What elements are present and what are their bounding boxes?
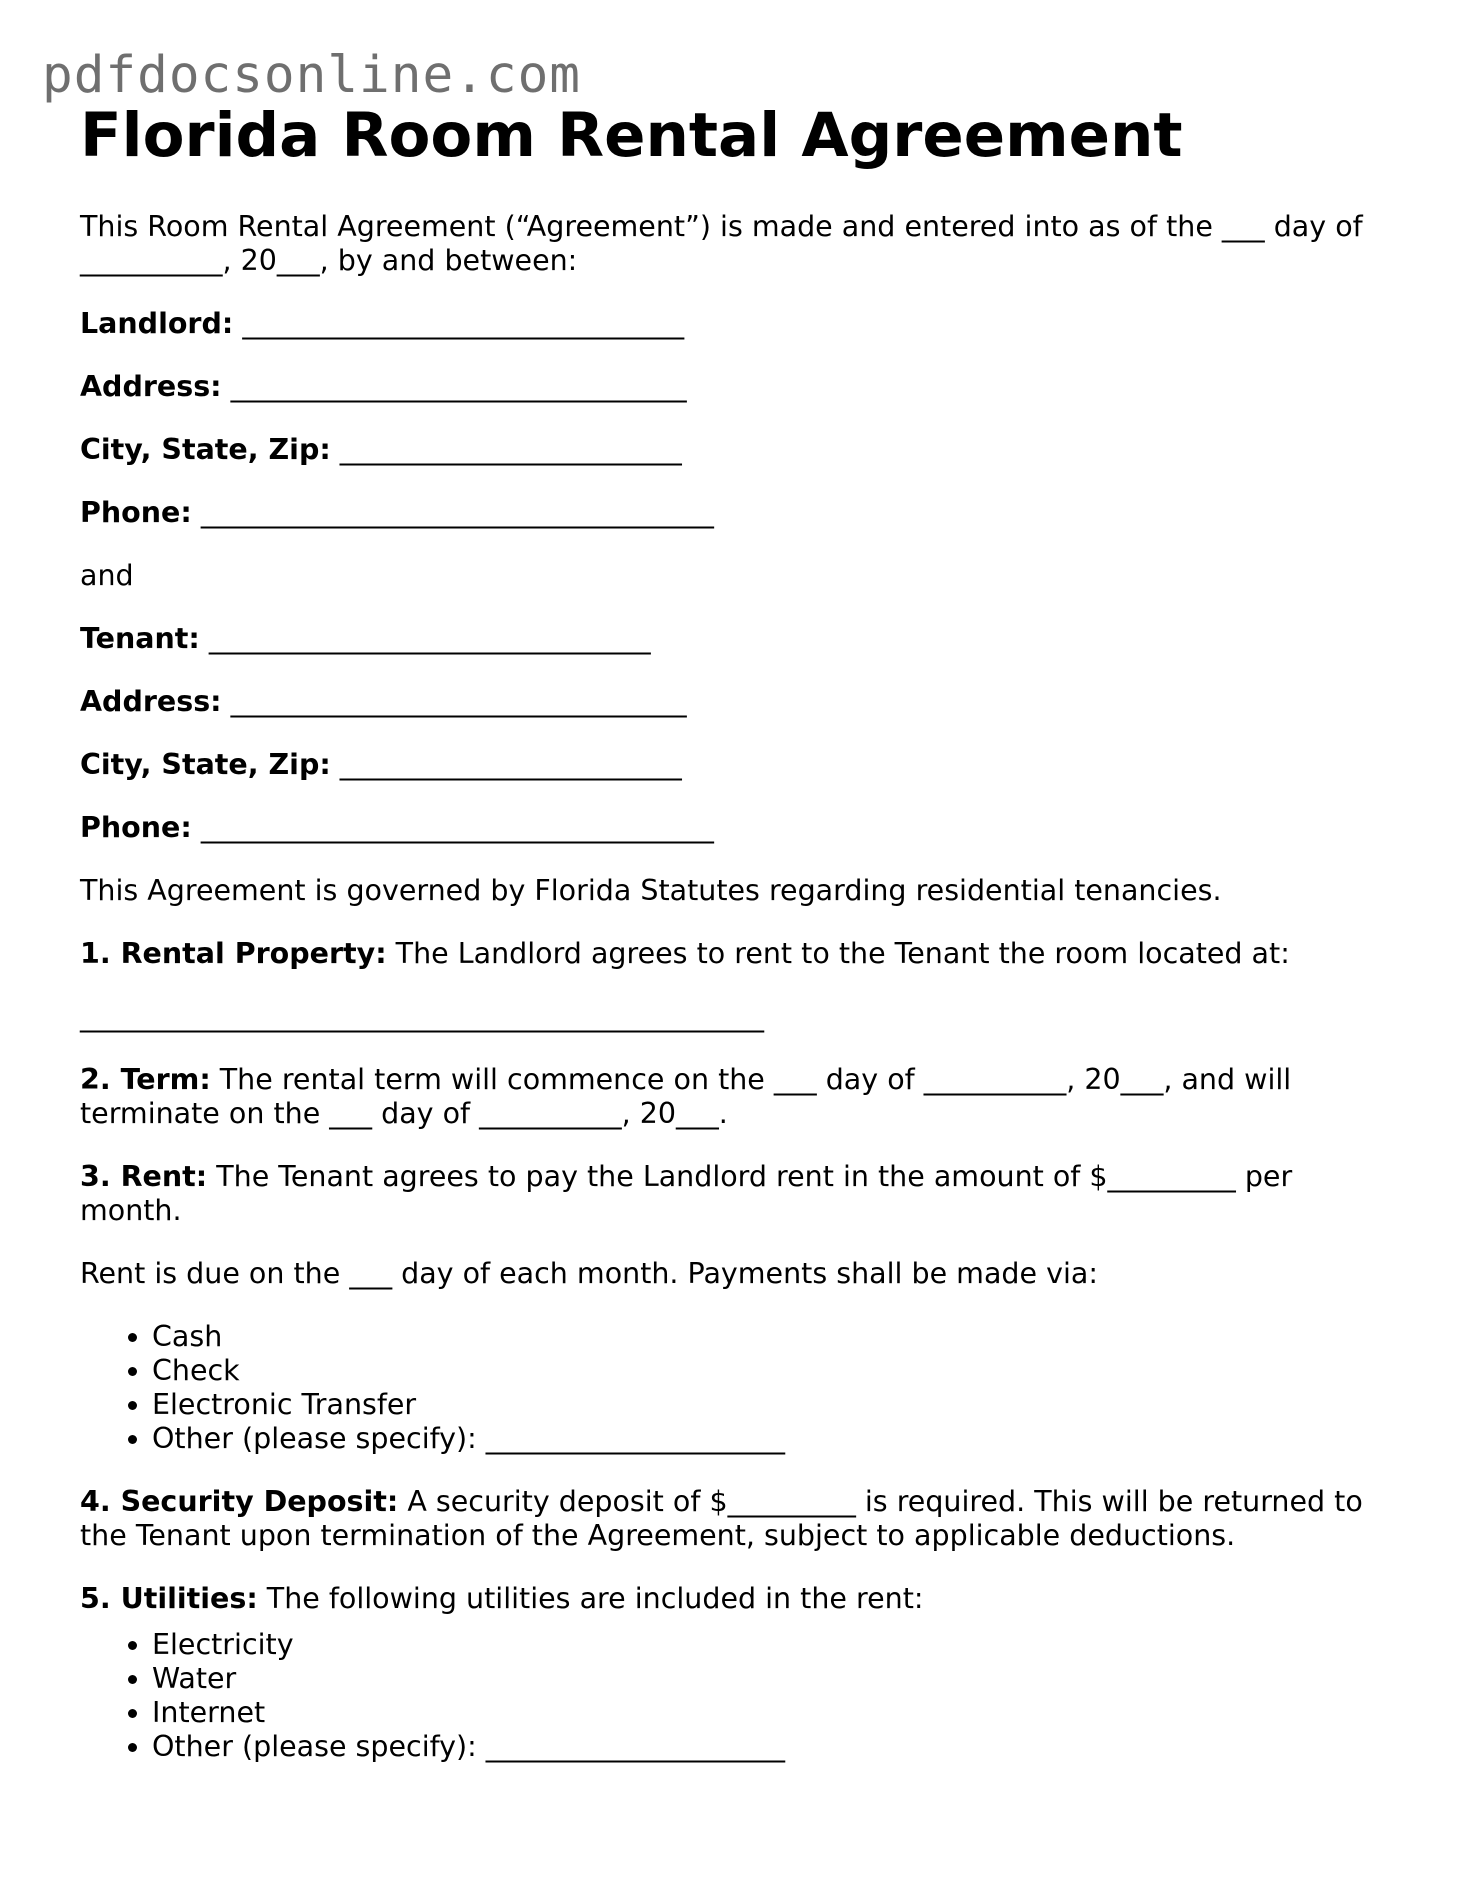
document-title: Florida Room Rental Agreement [80, 100, 1183, 171]
tenant-name-label: Tenant: [80, 622, 200, 655]
list-item: • Check [152, 1354, 1390, 1388]
tenant-phone-label: Phone: [80, 811, 192, 844]
list-item: • Other (please specify): _____________________ [152, 1422, 1390, 1456]
intro-line-2: __________, 20___, by and between: [80, 244, 578, 277]
utilities-list [80, 1628, 1390, 1764]
section-1-text: The Landlord agrees to rent to the Tenant the room located at: [386, 937, 1290, 970]
section-2-heading: 2. Term: [80, 1063, 211, 1096]
section-term [80, 1063, 1390, 1131]
section-5-text: The following utilities are included in the rent: [257, 1582, 924, 1615]
section-2-text: The rental term will commence on the ___ day of __________, 20___, and will terminate on the ___ day of __________, 20___. [80, 1063, 1292, 1130]
landlord-name-label: Landlord: [80, 307, 234, 340]
watermark: pdfdocsonline.com [42, 46, 581, 105]
property-address-blank: ________________________________________________ [80, 1000, 764, 1033]
list-item: • Internet [152, 1696, 1390, 1730]
tenant-name-blank: _______________________________ [199, 622, 651, 655]
section-rental-property [80, 937, 1390, 971]
landlord-address-field [80, 370, 1390, 404]
tenant-address-field [80, 685, 1390, 719]
section-5-heading: 5. Utilities: [80, 1582, 258, 1615]
intro-paragraph [80, 210, 1390, 278]
landlord-phone-label: Phone: [80, 496, 192, 529]
list-item: • Other (please specify): _____________________ [152, 1730, 1390, 1764]
landlord-address-label: Address: [80, 370, 222, 403]
landlord-city-field [80, 433, 1390, 467]
section-4-heading: 4. Security Deposit: [80, 1485, 399, 1518]
landlord-phone-blank: ____________________________________ [191, 496, 714, 529]
document-body [80, 210, 1390, 1793]
landlord-name-field [80, 307, 1390, 341]
section-4-text: A security deposit of $_________ is required. This will be returned to the Tenant upon termination of the Agreement, subject to applicable deductions. [80, 1485, 1363, 1552]
tenant-name-field [80, 622, 1390, 656]
section-3-text: The Tenant agrees to pay the Landlord rent in the amount of $_________ per month. [80, 1160, 1293, 1227]
tenant-city-label: City, State, Zip: [80, 748, 331, 781]
intro-line-1: This Room Rental Agreement (“Agreement”) is made and entered into as of the ___ day of [80, 210, 1363, 243]
list-item: • Water [152, 1662, 1390, 1696]
tenant-city-blank: ________________________ [330, 748, 682, 781]
landlord-phone-field [80, 496, 1390, 530]
section-3-heading: 3. Rent: [80, 1160, 208, 1193]
tenant-address-blank: ________________________________ [221, 685, 687, 718]
and-text: and [80, 559, 134, 592]
tenant-phone-blank: ____________________________________ [191, 811, 714, 844]
section-rent [80, 1160, 1390, 1228]
landlord-city-label: City, State, Zip: [80, 433, 331, 466]
section-1-heading: 1. Rental Property: [80, 937, 387, 970]
rent-due-text: Rent is due on the ___ day of each month. Payments shall be made via: [80, 1257, 1098, 1290]
section-security-deposit [80, 1485, 1390, 1553]
section-utilities [80, 1582, 1390, 1616]
list-item: • Electricity [152, 1628, 1390, 1662]
tenant-city-field [80, 748, 1390, 782]
landlord-name-blank: _______________________________ [233, 307, 685, 340]
tenant-address-label: Address: [80, 685, 222, 718]
governing-law-text: This Agreement is governed by Florida Statutes regarding residential tenancies. [80, 874, 1222, 907]
payment-methods-list [80, 1320, 1390, 1456]
list-item: • Electronic Transfer [152, 1388, 1390, 1422]
landlord-city-blank: ________________________ [330, 433, 682, 466]
tenant-phone-field [80, 811, 1390, 845]
list-item: • Cash [152, 1320, 1390, 1354]
landlord-address-blank: ________________________________ [221, 370, 687, 403]
